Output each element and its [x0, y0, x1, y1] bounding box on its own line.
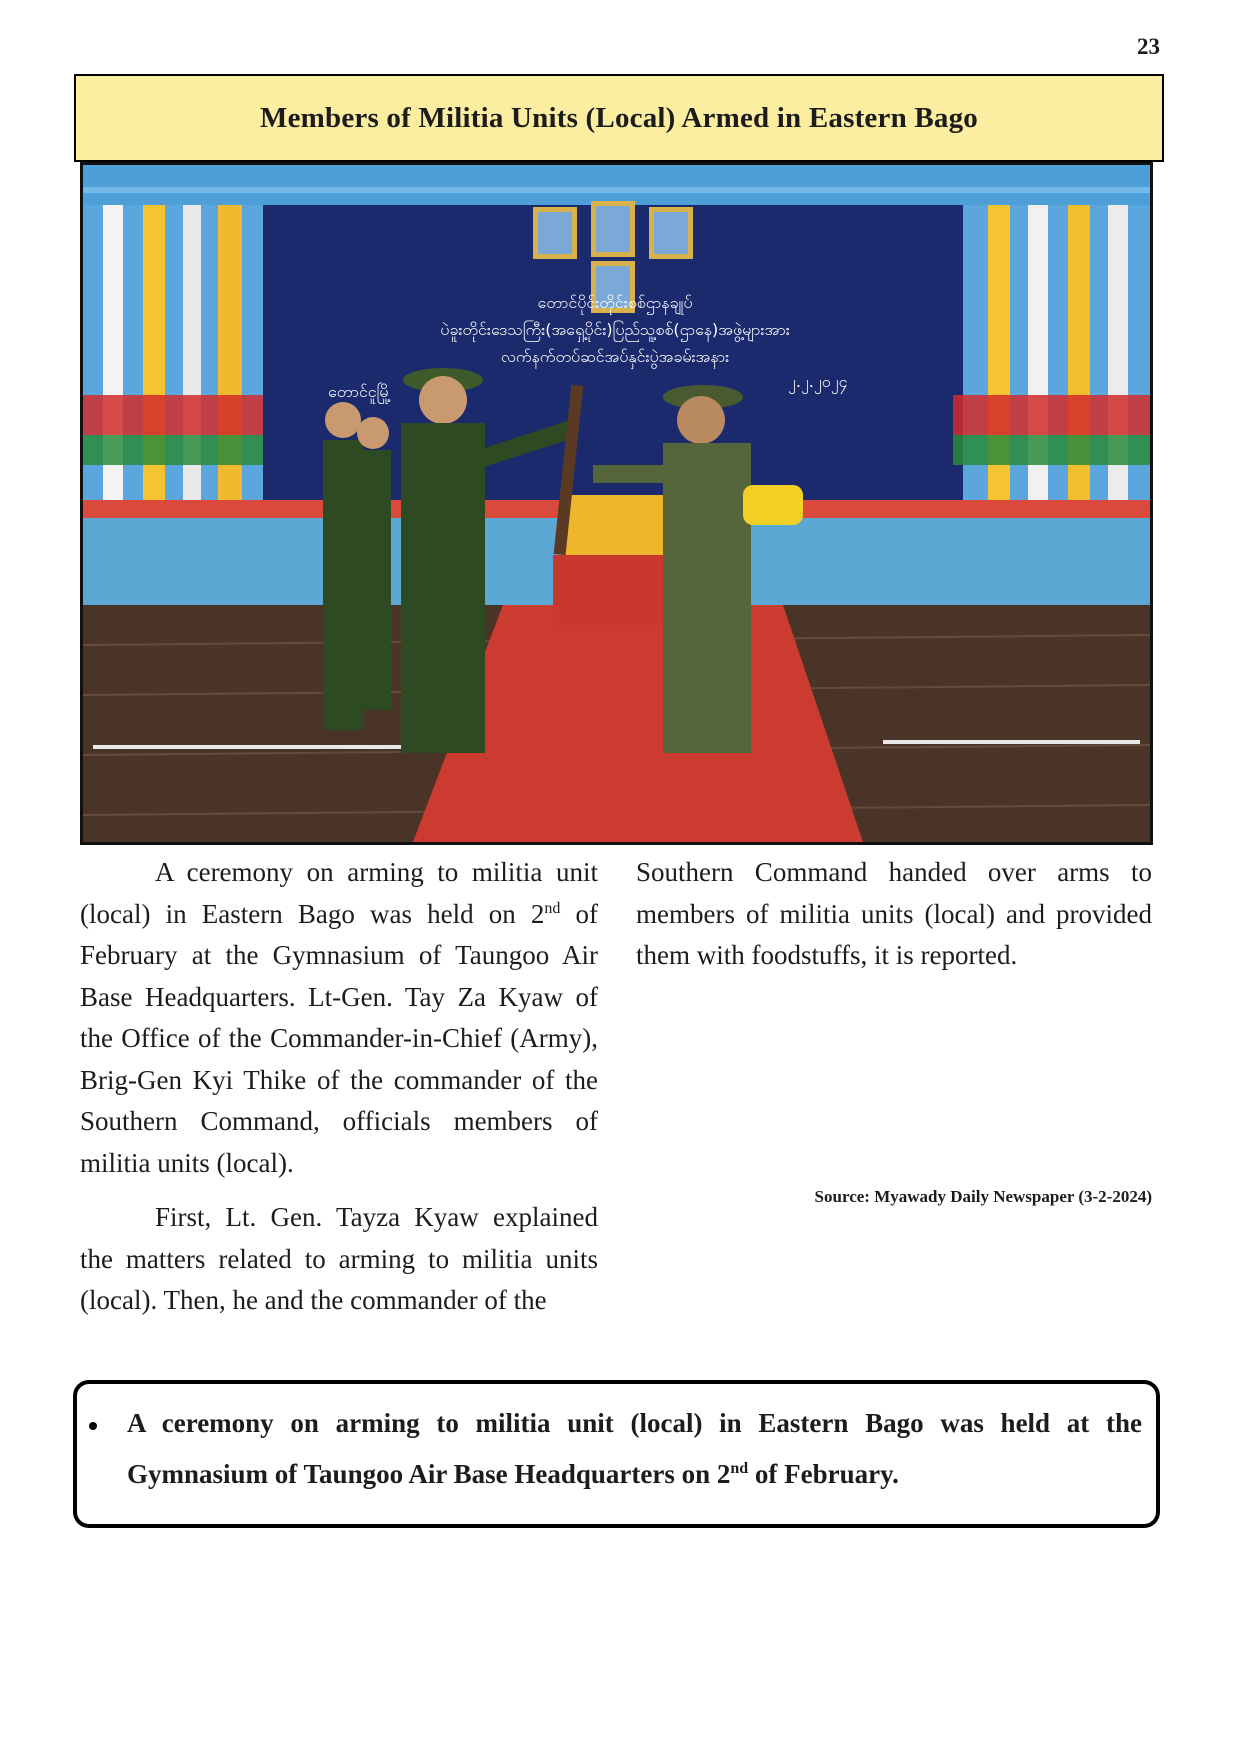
female-soldiers: [323, 402, 391, 730]
banner-date: ၂.၂.၂၀၂၄: [788, 372, 848, 391]
paragraph-1-text-cont: of February at the Gymnasium of Taungoo Air Base Headquarters. Lt-Gen. Tay Za Kyaw of the Office of the Commander-in-Chief (Army), Brig-Gen Kyi Thike of the commander of the Southern Command, officials members of militia units (local).: [80, 898, 598, 1178]
page-number: 23: [1137, 34, 1160, 59]
banner-line: တောင်ပိုင်းတိုင်းစစ်ဌာနချုပ်: [537, 293, 693, 312]
article-paragraph-2: First, Lt. Gen. Tayza Kyaw explained the matters related to arming to militia units (local). Then, he and the commander of the: [80, 1202, 598, 1315]
bullet-icon: [89, 1422, 97, 1430]
article-column-right: [636, 852, 1152, 977]
article-title: Members of Militia Units (Local) Armed in Eastern Bago: [260, 101, 978, 134]
banner-line: လက်နက်တပ်ဆင်အပ်နှင်းပွဲအခမ်းအနား: [500, 347, 730, 366]
article-paragraph-2-cont: Southern Command handed over arms to members of militia units (local) and provided them with foodstuffs, it is reported.: [636, 857, 1152, 970]
summary-text-end: of February.: [748, 1459, 899, 1489]
ceremony-photo: [80, 162, 1153, 845]
title-banner: [74, 74, 1164, 162]
source-credit: Source: Myawady Daily Newspaper (3-2-2024): [814, 1187, 1152, 1206]
summary-ordinal-suffix: nd: [730, 1460, 749, 1477]
paragraph-1-text: A ceremony on arming to militia unit (local) in Eastern Bago was held on 2: [80, 857, 598, 929]
banner-line: ပဲခူးတိုင်းဒေသကြီး(အရှေ့ပိုင်း)ပြည်သူ့စစ်(ဌာနေ)အဖွဲ့များအား: [440, 320, 790, 339]
banner-location: တောင်ငူမြို့: [328, 382, 391, 401]
summary-box: [73, 1380, 1160, 1528]
ordinal-suffix: nd: [544, 899, 561, 917]
left-flags: [83, 205, 263, 535]
article-paragraph-1: [80, 852, 598, 1184]
right-flags: [953, 205, 1150, 535]
article-column-left: [80, 852, 598, 1322]
summary-text-main: A ceremony on arming to militia unit (local) in Eastern Bago was held at the Gymnasium of Taungoo Air Base Headquarters on 2: [127, 1408, 1142, 1489]
summary-text: [127, 1398, 1142, 1500]
